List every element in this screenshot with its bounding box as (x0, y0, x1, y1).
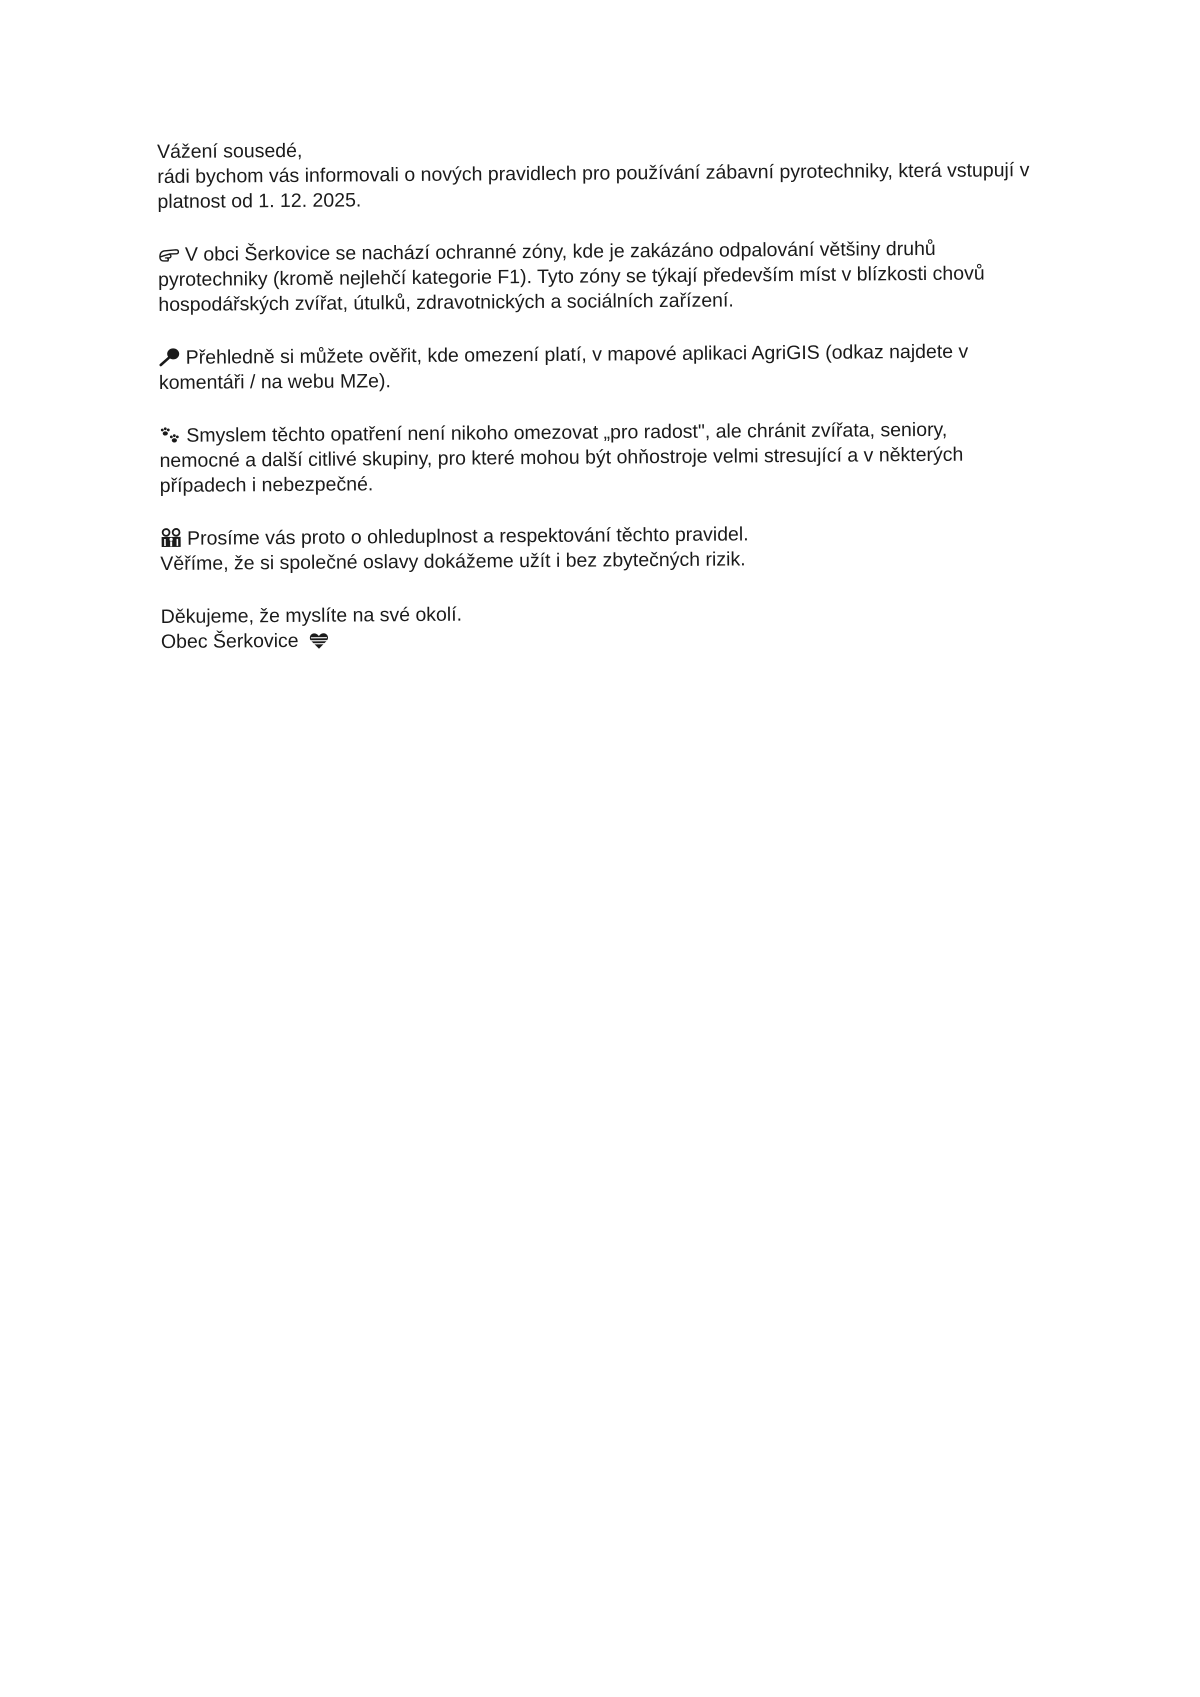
purpose-line: nemocné a další citlivé skupiny, pro které mohou být ohňostroje velmi stresující a v některých (159, 443, 964, 472)
request-line: Věříme, že si společné oslavy dokážeme užít i bez zbytečných rizik. (160, 548, 746, 575)
greeting: Vážení sousedé, (157, 139, 303, 163)
magnifying-glass-icon (159, 347, 181, 367)
request-paragraph (160, 520, 1100, 577)
purpose-line: případech i nebezpečné. (159, 473, 374, 497)
intro-line: platnost od 1. 12. 2025. (157, 189, 362, 213)
purpose-paragraph (159, 417, 1100, 499)
zones-line: pyrotechniky (kromě nejlehčí kategorie F1). Tyto zóny se týkají především míst v blízkosti chovů (158, 262, 985, 291)
map-info-line: Přehledně si můžete ověřit, kde omezení platí, v mapové aplikaci AgriGIS (odkaz najdete v (185, 340, 969, 369)
zones-line: hospodářských zvířat, útulků, zdravotnických a sociálních zařízení. (158, 289, 734, 316)
heart-icon (309, 632, 329, 650)
pointing-hand-icon (158, 246, 180, 264)
paw-prints-icon (159, 427, 181, 445)
zones-line: V obci Šerkovice se nachází ochranné zóny, kde je zakázáno odpalování většiny druhů (184, 237, 936, 266)
opening-paragraph (157, 133, 1098, 215)
closing-paragraph (161, 598, 1101, 655)
zones-paragraph (158, 236, 1099, 318)
intro-line: rádi bychom vás informovali o nových pravidlech pro používání zábavní pyrotechniky, která vstupují v (157, 159, 1030, 188)
purpose-line: Smyslem těchto opatření není nikoho omezovat „pro radost", ale chránit zvířata, seniory, (186, 418, 948, 447)
map-info-paragraph (159, 339, 1099, 396)
map-info-line: komentáři / na webu MZe). (158, 370, 391, 394)
family-icon (160, 528, 182, 548)
letter-body (157, 133, 1101, 683)
signature: Obec Šerkovice (160, 629, 299, 653)
thanks-line: Děkujeme, že myslíte na své okolí. (160, 603, 463, 628)
request-line: Prosíme vás proto o ohleduplnost a respektování těchto pravidel. (187, 523, 749, 550)
